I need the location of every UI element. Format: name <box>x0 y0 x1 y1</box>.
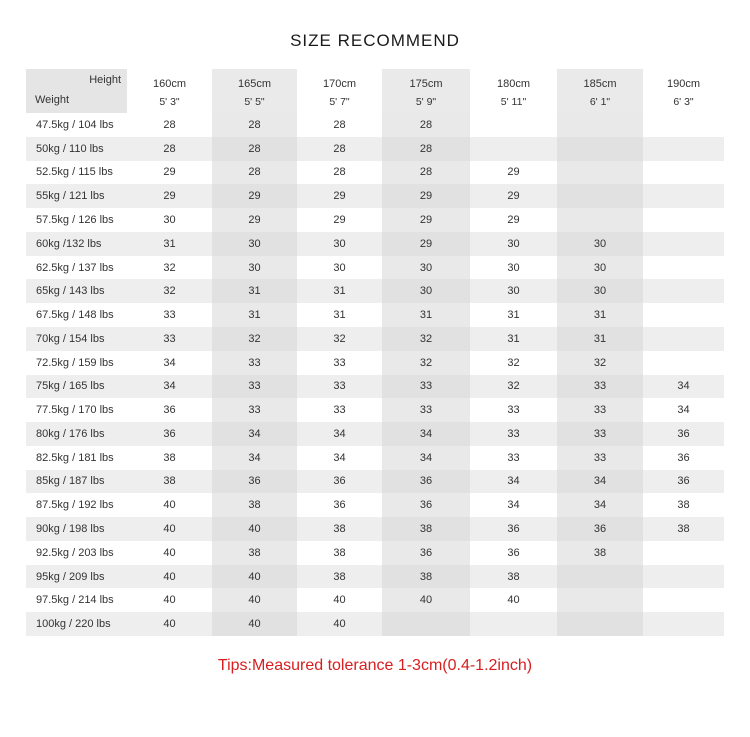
size-cell: 38 <box>297 541 382 565</box>
weight-cell: 90kg / 198 lbs <box>26 517 127 541</box>
size-cell: 28 <box>297 113 382 137</box>
size-cell <box>470 137 557 161</box>
size-cell: 33 <box>127 303 212 327</box>
size-cell: 32 <box>470 351 557 375</box>
weight-cell: 67.5kg / 148 lbs <box>26 303 127 327</box>
size-cell: 30 <box>557 256 643 280</box>
size-cell <box>557 612 643 636</box>
weight-cell: 87.5kg / 192 lbs <box>26 493 127 517</box>
size-cell <box>470 612 557 636</box>
weight-cell: 50kg / 110 lbs <box>26 137 127 161</box>
weight-cell: 82.5kg / 181 lbs <box>26 446 127 470</box>
size-cell: 36 <box>127 422 212 446</box>
size-cell: 28 <box>127 137 212 161</box>
size-cell: 34 <box>557 493 643 517</box>
size-cell: 33 <box>470 446 557 470</box>
height-header-cell <box>382 69 470 113</box>
weight-cell: 95kg / 209 lbs <box>26 565 127 589</box>
size-cell: 30 <box>557 279 643 303</box>
size-cell <box>643 256 724 280</box>
height-cm-label: 185cm <box>583 78 617 90</box>
height-ft-label: 5' 3" <box>159 96 180 108</box>
size-cell: 29 <box>297 208 382 232</box>
size-cell: 36 <box>212 470 297 494</box>
height-cm-label: 170cm <box>322 78 357 90</box>
size-cell: 33 <box>557 446 643 470</box>
size-cell: 28 <box>382 137 470 161</box>
weight-cell: 65kg / 143 lbs <box>26 279 127 303</box>
size-cell: 38 <box>127 470 212 494</box>
size-cell: 38 <box>382 565 470 589</box>
size-cell: 38 <box>470 565 557 589</box>
size-cell: 29 <box>212 184 297 208</box>
height-cm-label: 190cm <box>666 78 701 90</box>
size-cell: 40 <box>297 588 382 612</box>
size-cell: 40 <box>297 612 382 636</box>
size-cell: 40 <box>212 517 297 541</box>
size-cell: 40 <box>382 588 470 612</box>
size-cell <box>557 137 643 161</box>
size-cell: 32 <box>557 351 643 375</box>
size-cell: 33 <box>557 422 643 446</box>
size-cell: 36 <box>643 470 724 494</box>
size-cell: 33 <box>470 398 557 422</box>
size-cell: 31 <box>127 232 212 256</box>
size-cell: 34 <box>643 375 724 399</box>
weight-cell: 52.5kg / 115 lbs <box>26 161 127 185</box>
weight-cell: 72.5kg / 159 lbs <box>26 351 127 375</box>
size-cell: 30 <box>557 232 643 256</box>
size-cell: 32 <box>297 327 382 351</box>
size-cell <box>382 612 470 636</box>
size-cell: 33 <box>127 327 212 351</box>
size-cell <box>643 184 724 208</box>
size-cell: 34 <box>212 446 297 470</box>
size-cell: 36 <box>643 422 724 446</box>
size-cell: 31 <box>382 303 470 327</box>
size-cell: 33 <box>297 351 382 375</box>
size-cell: 29 <box>470 161 557 185</box>
size-cell: 33 <box>212 351 297 375</box>
size-cell <box>643 327 724 351</box>
size-cell: 30 <box>470 256 557 280</box>
size-cell: 29 <box>127 161 212 185</box>
size-cell: 36 <box>470 517 557 541</box>
weight-cell: 55kg / 121 lbs <box>26 184 127 208</box>
size-cell: 32 <box>382 351 470 375</box>
size-cell: 30 <box>470 232 557 256</box>
size-cell: 38 <box>297 517 382 541</box>
size-cell: 36 <box>297 493 382 517</box>
size-cell: 34 <box>470 493 557 517</box>
weight-cell: 47.5kg / 104 lbs <box>26 113 127 137</box>
size-cell: 28 <box>382 161 470 185</box>
size-cell: 30 <box>212 256 297 280</box>
size-cell: 36 <box>382 541 470 565</box>
size-cell: 29 <box>470 208 557 232</box>
size-cell: 33 <box>212 375 297 399</box>
size-cell <box>643 612 724 636</box>
size-cell <box>643 232 724 256</box>
header-corner-cell <box>26 69 127 113</box>
size-cell: 31 <box>212 279 297 303</box>
size-cell: 33 <box>470 422 557 446</box>
size-cell: 30 <box>297 232 382 256</box>
weight-cell: 92.5kg / 203 lbs <box>26 541 127 565</box>
size-cell: 32 <box>382 327 470 351</box>
size-cell: 32 <box>212 327 297 351</box>
size-cell: 34 <box>470 470 557 494</box>
height-ft-label: 6' 3" <box>673 96 694 108</box>
size-cell: 40 <box>127 493 212 517</box>
height-ft-label: 5' 7" <box>329 96 350 108</box>
size-cell: 28 <box>212 113 297 137</box>
size-cell: 29 <box>382 208 470 232</box>
size-cell <box>557 565 643 589</box>
size-cell: 30 <box>127 208 212 232</box>
size-cell <box>643 208 724 232</box>
size-cell: 31 <box>297 279 382 303</box>
size-cell: 40 <box>212 612 297 636</box>
weight-cell: 70kg / 154 lbs <box>26 327 127 351</box>
size-cell: 31 <box>297 303 382 327</box>
size-cell: 29 <box>470 184 557 208</box>
size-cell <box>557 113 643 137</box>
size-cell: 34 <box>127 375 212 399</box>
size-cell: 38 <box>127 446 212 470</box>
size-cell: 33 <box>557 375 643 399</box>
weight-cell: 100kg / 220 lbs <box>26 612 127 636</box>
size-cell: 36 <box>382 470 470 494</box>
size-cell <box>643 351 724 375</box>
size-cell: 33 <box>382 375 470 399</box>
size-cell: 33 <box>212 398 297 422</box>
size-cell: 30 <box>382 279 470 303</box>
size-cell: 38 <box>212 493 297 517</box>
weight-cell: 80kg / 176 lbs <box>26 422 127 446</box>
height-header-cell <box>557 69 643 113</box>
size-cell: 34 <box>297 446 382 470</box>
size-cell <box>643 161 724 185</box>
size-cell: 38 <box>643 517 724 541</box>
size-cell: 33 <box>297 398 382 422</box>
size-cell <box>643 588 724 612</box>
weight-cell: 57.5kg / 126 lbs <box>26 208 127 232</box>
height-header-cell <box>643 69 724 113</box>
weight-cell: 75kg / 165 lbs <box>26 375 127 399</box>
size-cell: 34 <box>382 446 470 470</box>
size-cell: 28 <box>297 137 382 161</box>
weight-cell: 77.5kg / 170 lbs <box>26 398 127 422</box>
size-cell: 29 <box>382 184 470 208</box>
size-cell: 38 <box>297 565 382 589</box>
size-cell: 38 <box>382 517 470 541</box>
height-header-cell <box>470 69 557 113</box>
size-cell: 30 <box>470 279 557 303</box>
size-cell: 36 <box>470 541 557 565</box>
size-cell <box>643 279 724 303</box>
size-cell: 32 <box>127 279 212 303</box>
height-header-cell <box>212 69 297 113</box>
height-header-cell <box>127 69 212 113</box>
size-cell: 38 <box>557 541 643 565</box>
size-cell: 31 <box>470 327 557 351</box>
size-cell: 28 <box>297 161 382 185</box>
page-title: SIZE RECOMMEND <box>290 31 460 50</box>
size-cell: 40 <box>127 612 212 636</box>
size-cell: 36 <box>297 470 382 494</box>
size-cell: 28 <box>212 161 297 185</box>
size-cell: 34 <box>297 422 382 446</box>
size-cell: 31 <box>212 303 297 327</box>
weight-cell: 60kg /132 lbs <box>26 232 127 256</box>
height-cm-label: 180cm <box>496 78 531 90</box>
size-cell: 33 <box>297 375 382 399</box>
size-cell <box>557 161 643 185</box>
size-cell: 28 <box>382 113 470 137</box>
weight-cell: 62.5kg / 137 lbs <box>26 256 127 280</box>
size-cell: 31 <box>557 327 643 351</box>
size-cell: 28 <box>127 113 212 137</box>
size-cell: 40 <box>127 565 212 589</box>
size-cell: 36 <box>127 398 212 422</box>
weight-cell: 97.5kg / 214 lbs <box>26 588 127 612</box>
size-cell: 32 <box>127 256 212 280</box>
size-cell: 29 <box>297 184 382 208</box>
size-cell: 40 <box>127 588 212 612</box>
size-cell: 36 <box>382 493 470 517</box>
size-cell: 33 <box>382 398 470 422</box>
size-cell: 34 <box>643 398 724 422</box>
tips-note: Tips:Measured tolerance 1-3cm(0.4-1.2inch) <box>217 657 533 674</box>
height-header-cell <box>297 69 382 113</box>
height-ft-label: 5' 9" <box>415 96 437 108</box>
size-cell <box>557 184 643 208</box>
size-cell: 34 <box>127 351 212 375</box>
size-cell: 40 <box>470 588 557 612</box>
size-cell: 33 <box>557 398 643 422</box>
size-cell: 38 <box>643 493 724 517</box>
size-cell <box>643 303 724 327</box>
height-cm-label: 175cm <box>409 78 443 90</box>
size-cell: 28 <box>212 137 297 161</box>
size-cell <box>643 541 724 565</box>
weight-cell: 85kg / 187 lbs <box>26 470 127 494</box>
size-cell: 32 <box>470 375 557 399</box>
size-cell: 31 <box>557 303 643 327</box>
size-cell <box>557 588 643 612</box>
size-cell: 34 <box>212 422 297 446</box>
size-cell: 30 <box>297 256 382 280</box>
height-ft-label: 5' 11" <box>500 96 527 108</box>
height-axis-label: Height <box>89 74 121 86</box>
size-cell: 29 <box>382 232 470 256</box>
size-cell <box>643 113 724 137</box>
size-cell: 30 <box>382 256 470 280</box>
size-cell: 40 <box>212 565 297 589</box>
height-cm-label: 160cm <box>152 78 187 90</box>
weight-axis-label: Weight <box>35 94 70 106</box>
size-cell <box>557 208 643 232</box>
size-cell: 40 <box>212 588 297 612</box>
size-cell: 29 <box>127 184 212 208</box>
size-cell: 30 <box>212 232 297 256</box>
height-cm-label: 165cm <box>237 78 272 90</box>
size-cell: 31 <box>470 303 557 327</box>
size-cell <box>643 565 724 589</box>
size-cell: 29 <box>212 208 297 232</box>
size-cell <box>643 137 724 161</box>
height-ft-label: 5' 5" <box>244 96 265 108</box>
size-cell: 38 <box>212 541 297 565</box>
size-cell: 36 <box>557 517 643 541</box>
size-cell: 40 <box>127 517 212 541</box>
size-cell <box>470 113 557 137</box>
size-cell: 34 <box>557 470 643 494</box>
size-table <box>26 69 724 636</box>
size-cell: 34 <box>382 422 470 446</box>
height-ft-label: 6' 1" <box>589 96 611 108</box>
size-cell: 36 <box>643 446 724 470</box>
size-cell: 40 <box>127 541 212 565</box>
